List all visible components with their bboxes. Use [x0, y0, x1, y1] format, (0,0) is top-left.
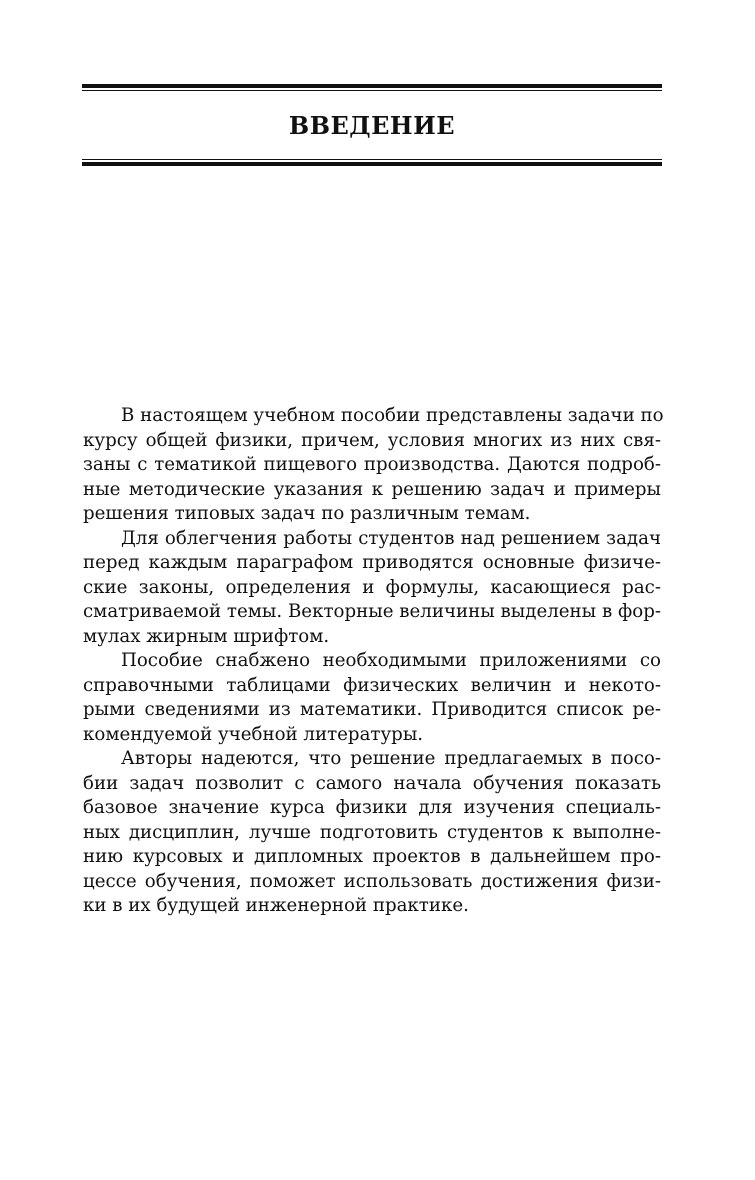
chapter-header	[82, 84, 662, 166]
text-line: бии задач позволит с самого начала обучения показать	[83, 772, 661, 794]
text-line: сматриваемой темы. Векторные величины выделены в фор-	[83, 601, 661, 622]
text-line: Авторы надеются, что решение предлагаемых в посо-	[121, 748, 661, 769]
text-line: мулах жирным шрифтом.	[83, 625, 330, 647]
text-line: курсу общей физики, причем, условия многих из них свя-	[83, 429, 661, 451]
text-line: В настоящем учебном пособии представлены задачи по	[121, 405, 664, 426]
text-line: базовое значение курса физики для изучения специаль-	[83, 797, 661, 818]
text-line: нию курсовых и дипломных проектов в дальнейшем про-	[83, 846, 661, 867]
text-line: решения типовых задач по различным темам.	[83, 503, 531, 524]
text-line: цессе обучения, поможет использовать достижения физи-	[83, 870, 661, 892]
text-line: перед каждым параграфом приводятся основные физиче-	[83, 552, 661, 573]
text-line: Пособие снабжено необходимыми приложениями со	[121, 650, 661, 671]
text-line: ных дисциплин, лучше подготовить студентов к выполне-	[83, 821, 661, 843]
paragraph	[83, 404, 664, 527]
paragraph	[83, 747, 661, 919]
text-line: справочными таблицами физических величин и некото-	[83, 674, 661, 696]
text-line: рыми сведениями из математики. Приводится список ре-	[83, 699, 661, 720]
paragraph	[83, 649, 661, 747]
text-line: комендуемой учебной литературы.	[83, 723, 424, 745]
text-line: ские законы, определения и формулы, касающиеся рас-	[83, 576, 661, 598]
introduction-text	[83, 404, 664, 919]
chapter-title: ВВЕДЕНИЕ	[288, 110, 456, 140]
text-line: Для облегчения работы студентов над решением задач	[121, 527, 661, 549]
paragraph	[83, 527, 661, 650]
bottom-thick-rule	[82, 162, 662, 166]
text-line: заны с тематикой пищевого производства. Даются подроб-	[83, 454, 661, 475]
text-line: ки в их будущей инженерной практике.	[83, 895, 469, 916]
text-line: ные методические указания к решению задач и примеры	[83, 478, 661, 500]
